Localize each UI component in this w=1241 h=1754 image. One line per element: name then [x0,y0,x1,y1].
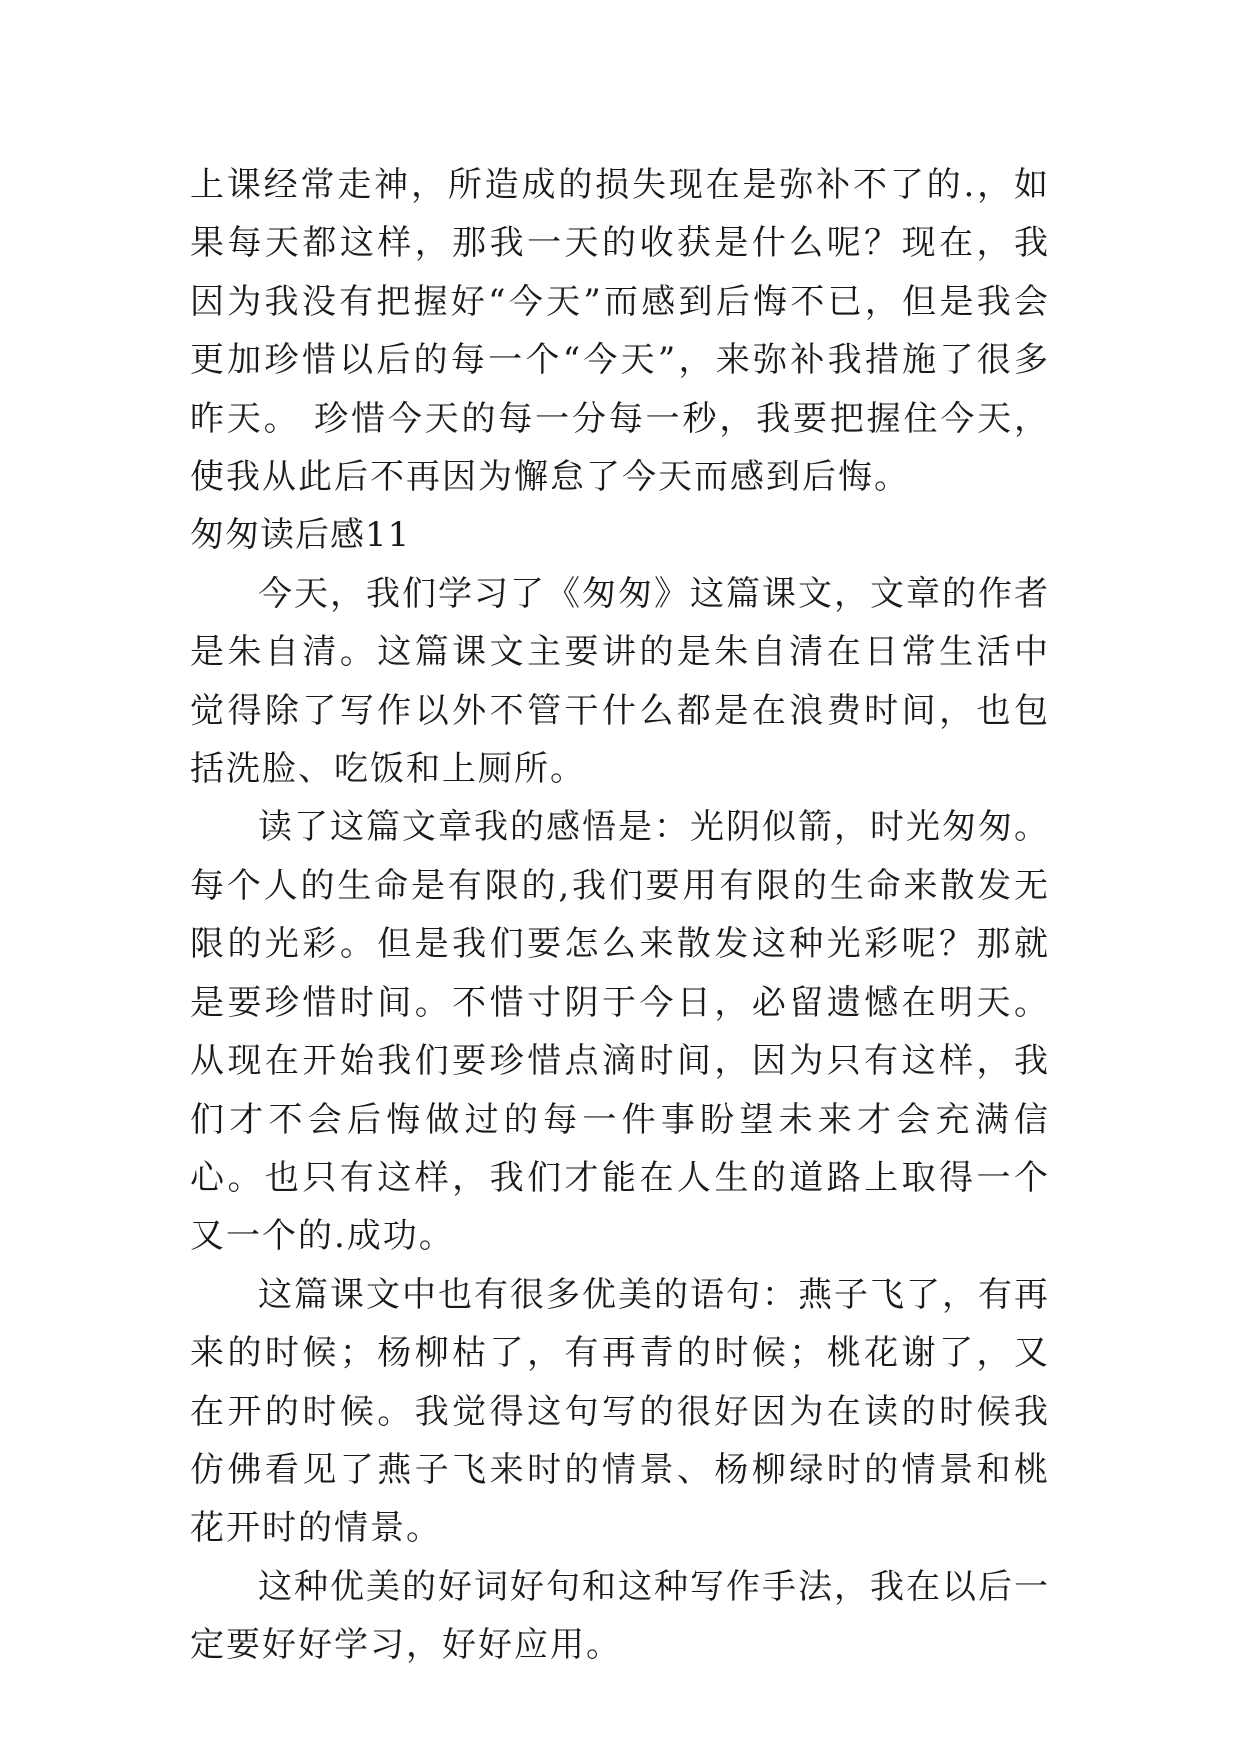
paragraph-continued: 上课经常走神，所造成的损失现在是弥补不了的.，如果每天都这样，那我一天的收获是什么呢？现在，我因为我没有把握好“今天”而感到后悔不已，但是我会更加珍惜以后的每一个“今天”，来弥补我措施了很多昨天。 珍惜今天的每一分每一秒，我要把握住今天，使我从此后不再因为懈怠了今天而感到后悔。 [190,165,1050,498]
paragraph: 这篇课文中也有很多优美的语句：燕子飞了，有再来的时候；杨柳枯了，有再青的时候；桃花谢了，又在开的时候。我觉得这句写的很好因为在读的时候我仿佛看见了燕子飞来时的情景、杨柳绿时的情景和桃花开时的情景。 [190,1274,1050,1549]
document-body [190,156,1050,1675]
paragraph: 今天，我们学习了《匆匆》这篇课文，文章的作者是朱自清。这篇课文主要讲的是朱自清在日常生活中觉得除了写作以外不管干什么都是在浪费时间，也包括洗脸、吃饭和上厕所。 [190,573,1050,790]
section-title: 匆匆读后感11 [190,515,411,556]
paragraph: 读了这篇文章我的感悟是：光阴似箭，时光匆匆。每个人的生命是有限的,我们要用有限的生命来散发无限的光彩。但是我们要怎么来散发这种光彩呢？那就是要珍惜时间。不惜寸阴于今日，必留遗憾在明天。从现在开始我们要珍惜点滴时间，因为只有这样，我们才不会后悔做过的每一件事盼望未来才会充满信心。也只有这样，我们才能在人生的道路上取得一个又一个的.成功。 [190,807,1050,1257]
paragraph: 这种优美的好词好句和这种写作手法，我在以后一定要好好学习，好好应用。 [190,1566,1050,1666]
